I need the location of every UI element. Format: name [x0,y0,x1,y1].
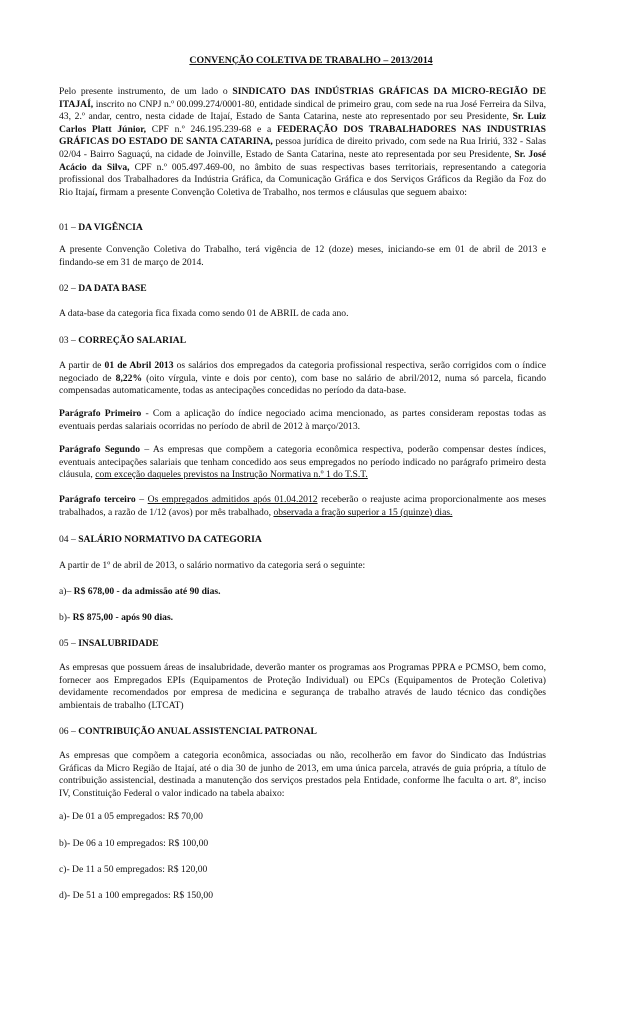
section-heading-04 [59,534,546,547]
contribution-item-a: a)- De 01 a 05 empregados: R$ 70,00 [59,811,203,822]
salary-item-b [59,612,546,625]
paragrafo-segundo [59,444,546,482]
item-marker: b)- [59,612,73,623]
intro-text: CPF n.º 005.497.469-00, no âmbito de suas respectivas bases territoriais, representando a categoria profissional dos Trabalhadores da Indústria Gráfica, da Comunicação Gráfica e dos Serviços Gráficos da Região da Foz do Rio Itajaí [59,161,546,198]
paragraph-label: Parágrafo Segundo [59,444,141,455]
item-value: R$ 678,00 - da admissão até 90 dias. [73,586,221,597]
salary-item-a [59,586,546,599]
section-heading-06 [59,726,546,739]
section-title: CORREÇÃO SALARIAL [78,335,187,346]
underlined-text: observada a fração superior a 15 (quinze) dias. [273,506,453,518]
section-number: 06 – [59,726,79,737]
intro-text: firmam a presente Convenção Coletiva de Trabalho, nos termos e cláusulas que seguem abaixo: [97,186,467,198]
intro-bold-comma: , [94,186,98,198]
section-heading-05 [59,638,546,651]
paragraph-text: os salários dos empregados da categoria profissional respectiva, serão corrigidos com o índice negociado de [59,360,546,384]
paragraph-text: (oito vírgula, vinte e dois por cento), com base no salário de abril/2012, numa só parcela, ficando compensadas automaticamente, todas as antecipações concedidas no período da data-base. [59,372,547,397]
section-05-text: As empresas que possuem áreas de insalubridade, deverão manter os programas aos Programas PPRA e PCMSO, bem como, fornecer aos Empregados EPIs (Equipamentos de Proteção Individual) ou EPCs (Equipamentos de Proteção Coletiva) devidamente recomendados por empresa de medicina e segurança de trabalho através de laudo técnico das condições ambientais de trabalho (LTCAT) [59,662,546,711]
intro-text: inscrito no CNPJ n.º 00.099.274/0001-80, entidade sindical de primeiro grau, com sede na rua José Ferreira da Silva, 43, 2.º andar, centro, nesta cidade de Itajaí, Estado de Santa Catarina, neste ato representado por seu Presidente, [59,98,546,123]
section-03-paragraph [59,360,546,398]
section-heading-01 [59,222,546,235]
document-title: CONVENÇÃO COLETIVA DE TRABALHO – 2013/2014 [189,55,433,66]
underlined-text: Os empregados admitidos após 01.04.2012 [147,494,318,505]
contribution-item-c: c)- De 11 a 50 empregados: R$ 120,00 [59,864,208,875]
intro-bold-president-2: Sr. José Acácio da Silva, [59,148,546,173]
section-title: DA VIGÊNCIA [78,222,143,233]
underlined-text: com exceção daqueles previstos na Instrução Normativa n.º 1 do T.S.T. [95,469,368,481]
bold-percentage: 8,22% [115,372,143,384]
section-number: 02 – [59,283,79,294]
intro-text: Pelo presente instrumento, de um lado o [59,86,233,97]
section-02-text: A data-base da categoria fica fixada como sendo 01 de ABRIL de cada ano. [59,308,349,319]
intro-text: CPF n.º 246.195.239-68 e a [146,123,277,135]
section-title: SALÁRIO NORMATIVO DA CATEGORIA [78,534,262,545]
section-title: CONTRIBUIÇÃO ANUAL ASSISTENCIAL PATRONAL [78,726,317,737]
section-number: 03 – [59,335,79,346]
section-heading-02 [59,283,546,296]
section-heading-03 [59,335,546,348]
section-title: DA DATA BASE [78,283,147,294]
intro-bold-union: SINDICATO DAS INDÚSTRIAS GRÁFICAS DA MICRO-REGIÃO DE ITAJAÍ, [59,86,547,110]
paragraph-text: - Com a aplicação do índice negociado acima mencionado, as partes consideram repostas todas as eventuais perdas salariais ocorridas no período de abril de 2012 à março/2013. [59,408,547,432]
paragrafo-primeiro [59,408,546,433]
section-title: INSALUBRIDADE [78,638,159,649]
paragraph-text: receberão o reajuste acima proporcionalmente aos meses trabalhados, a razão de 1/12 (avos) por mês trabalhado, [59,494,546,518]
item-value: R$ 875,00 - após 90 dias. [72,612,174,623]
section-04-text: A partir de 1º de abril de 2013, o salário normativo da categoria será o seguinte: [59,560,366,571]
intro-bold-president: Sr. Luiz Carlos Platt Júnior, [59,111,547,135]
intro-text: pessoa jurídica de direito privado, com sede na Rua Iririú, 332 - Salas 02/04 - Bairro Saguaçú, na cidade de Joinville, Estado de Santa Catarina, neste ato representada por seu Presidente, [59,136,546,160]
section-01-text: A presente Convenção Coletiva do Trabalho, terá vigência de 12 (doze) meses, iniciando-se em 01 de abril de 2013 e findando-se em 31 de março de 2014. [59,244,546,268]
intro-bold-federation: FEDERAÇÃO DOS TRABALHADORES NAS INDUSTRIAS GRÁFICAS DO ESTADO DE SANTA CATARINA, [59,123,546,148]
paragraph-text: – As empresas que compõem a categoria econômica respectiva, poderão compensar destes índices, eventuais antecipações salariais que tenham concedido aos seus empregados no período indicado no parágrafo primeiro desta cláusula, [59,444,546,481]
item-marker: a)– [59,586,74,597]
bold-date: 01 de Abril 2013 [104,360,174,371]
contribution-item-d: d)- De 51 a 100 empregados: R$ 150,00 [59,890,214,901]
paragrafo-terceiro [59,494,546,519]
paragraph-label: Parágrafo terceiro [59,494,136,505]
paragraph-text: A partir de [59,360,105,371]
section-06-text: As empresas que compõem a categoria econômica, associadas ou não, recolherão em favor do Sindicato das Indústrias Gráficas da Micro Região de Itajaí, até o dia 30 de junho de 2013, em uma única parcela, através de guia própria, a título de contribuição assistencial, destinada a manutenção dos serviços prestados pela Entidade, conforme lhe faculta o art. 8º, inciso IV, Constituição Federal o valor indicado na tabela abaixo: [59,750,546,799]
section-number: 05 – [59,638,79,649]
paragraph-text: – [135,494,148,505]
section-number: 04 – [59,534,79,545]
contribution-item-b: b)- De 06 a 10 empregados: R$ 100,00 [59,838,209,849]
paragraph-label: Parágrafo Primeiro [59,408,142,419]
intro-paragraph [59,86,546,199]
section-number: 01 – [59,222,79,233]
